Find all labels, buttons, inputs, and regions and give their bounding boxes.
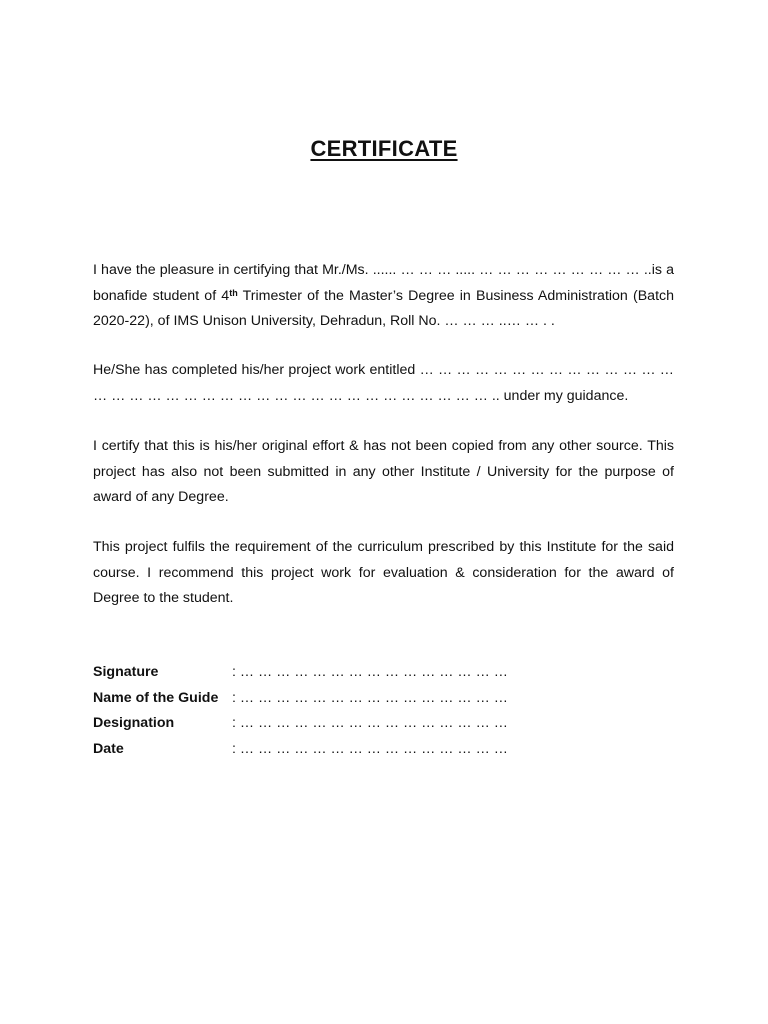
signature-value: : … … … … … … … … … … … … … … … (232, 664, 508, 680)
ordinal-suffix: th (229, 287, 238, 298)
paragraph-student-details (93, 258, 674, 335)
date-row (93, 737, 673, 763)
paragraph-student-text-a: I have the pleasure in certifying that Mr./Ms. ...... … … … ..... … … … … … … … … … ..is a bonafide student of 4 (93, 262, 674, 304)
paragraph-originality: I certify that this is his/her original effort & has not been copied from any other source. This project has also not been submitted in any other Institute / University for the purpose of award of any Degree. (93, 438, 674, 505)
designation-value: : … … … … … … … … … … … … … … … (232, 715, 508, 731)
signature-block (93, 660, 673, 762)
signature-label: Signature (93, 664, 159, 680)
guide-name-row (93, 686, 673, 712)
paragraph-recommendation: This project fulfils the requirement of the curriculum prescribed by this Institute for the said course. I recommend this project work for evaluation & consideration for the award of Degree to the student. (93, 539, 674, 606)
designation-label: Designation (93, 715, 175, 731)
page-title (0, 136, 768, 162)
signature-row (93, 660, 673, 686)
paragraph-student-text-b: Trimester of the Master’s Degree in Business Administration (Batch 2020-22), of IMS Unison University, Dehradun, Roll No. … … … ..… … . . (93, 287, 674, 329)
guide-name-label: Name of the Guide (93, 689, 219, 706)
title-text: CERTIFICATE (310, 136, 458, 161)
date-label: Date (93, 740, 124, 757)
designation-row (93, 711, 673, 737)
date-value: : … … … … … … … … … … … … … … … (232, 740, 508, 757)
paragraph-project-work: He/She has completed his/her project work entitled … … … … … … … … … … … … … … … … … … … … … … … … … … … … … … … … … … … … .. under my guidance. (93, 362, 674, 404)
guide-name-value: : … … … … … … … … … … … … … … … (232, 689, 508, 706)
